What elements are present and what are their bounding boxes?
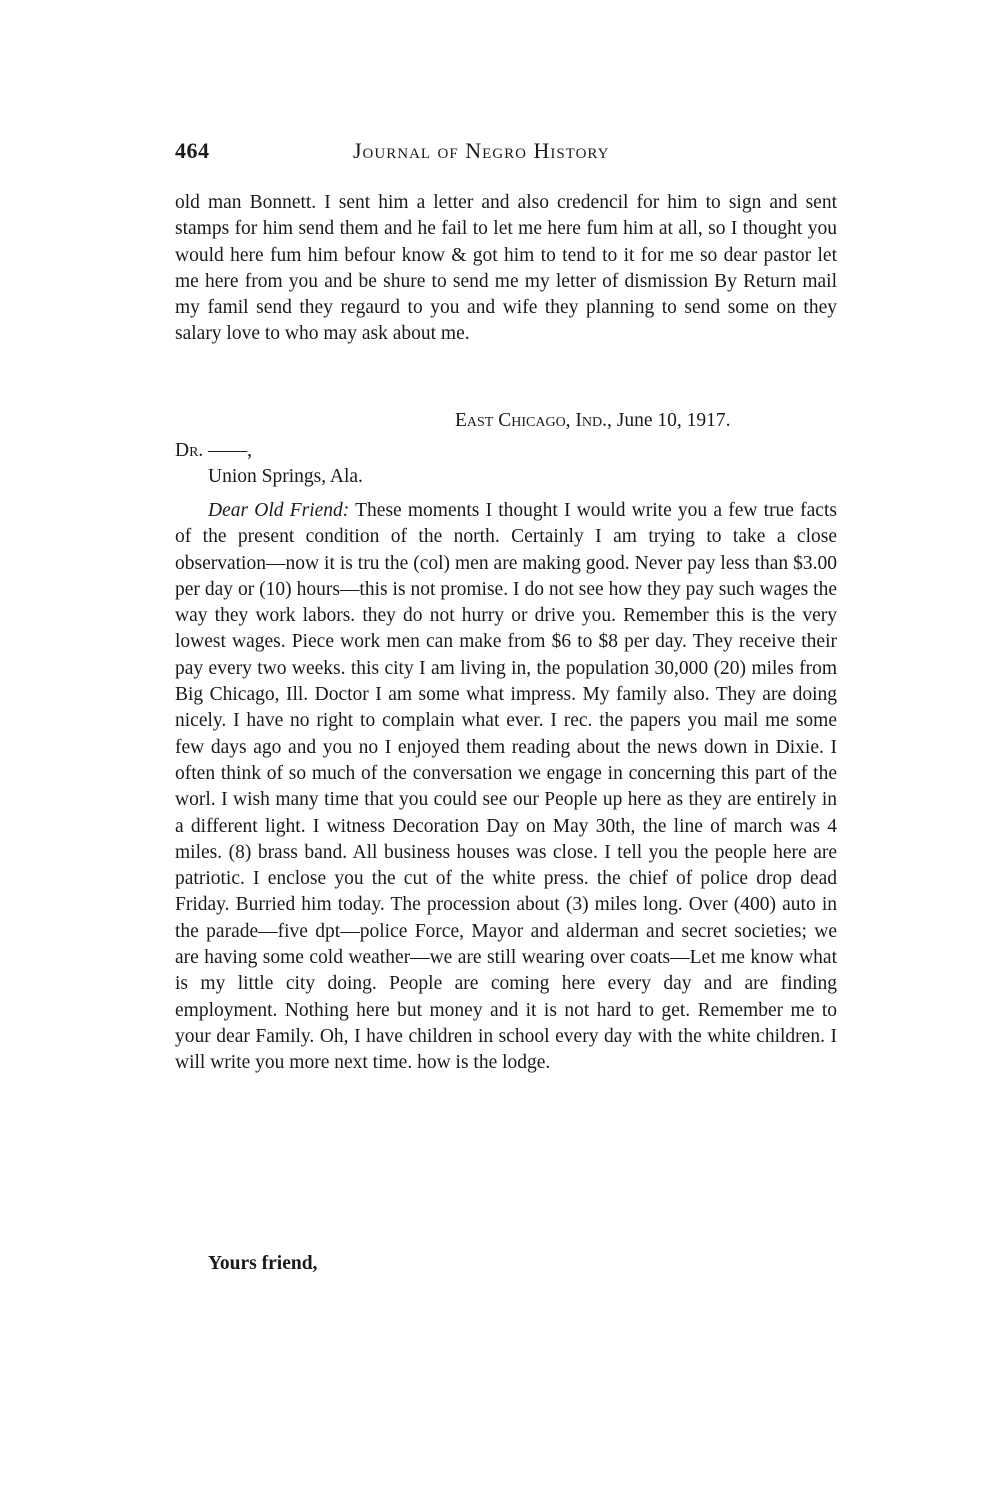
recipient-address: Union Springs, Ala.: [208, 466, 363, 487]
page-number: 464: [175, 138, 210, 163]
recipient-name: Dr. ——,: [175, 440, 253, 461]
letter-body: These moments I thought I would write you a few true facts of the present condition of the north. Certainly I am trying to take a close observation—now it is tru the (col) men are making good. Never pay less than $3.00 per day or (10) hours—this is not promise. I do not see how they pay such wages the way they work labors. they do not hurry or drive you. Remember this is the very lowest wages. Piece work men can make from $6 to $8 per day. They receive their pay every two weeks. this city I am living in, the population 30,000 (20) miles from Big Chicago, Ill. Doctor I am some what impress. My family also. They are doing nicely. I have no right to complain what ever. I rec. the papers you mail me some few days ago and you no I enjoyed them reading about the news down in Dixie. I often think of so much of the conversation we engage in concerning this part of the worl. I wish many time that you could see our People up here as they are entirely in a different light. I witness Decoration Day on May 30th, the line of march was 4 miles. (8) brass band. All business houses was close. I tell you the people here are patriotic. I enclose you the cut of the white press. the chief of police drop dead Friday. Burried him today. The procession about (3) miles long. Over (400) auto in the parade—five dpt—police Force, Mayor and alderman and secret societies; we are having some cold weather—we are still wearing over coats—Let me know what is my little city doing. People are coming here every day and are finding employment. Nothing here but money and it is not hard to get. Remember me to your dear Family. Oh, I have children in school every day with the white children. I will write you more next time. how is the lodge.: [175, 500, 837, 1074]
letter-closing: Yours friend,: [208, 1253, 318, 1274]
running-title: Journal of Negro History: [353, 138, 610, 163]
continued-paragraph: old man Bonnett. I sent him a letter and also credencil for him to sign and sent stamps for him send them and he fail to let me here fum him at all, so I thought you would here fum him befour know & got him to tend to it for me so dear pastor let me here from you and be shure to send me my letter of dismission By Return mail my famil send they regaurd to you and wife they planning to send some on they salary love to who may ask about me.: [175, 192, 837, 345]
dateline-date: June 10, 1917.: [616, 410, 731, 431]
letter-greeting: Dear Old Friend:: [208, 500, 350, 521]
letter-body-paragraph: [175, 498, 837, 1077]
letter-dateline: [455, 410, 731, 432]
letter-recipient: [175, 438, 252, 464]
page-header: [175, 138, 835, 172]
dateline-place: East Chicago, Ind.,: [455, 410, 612, 431]
